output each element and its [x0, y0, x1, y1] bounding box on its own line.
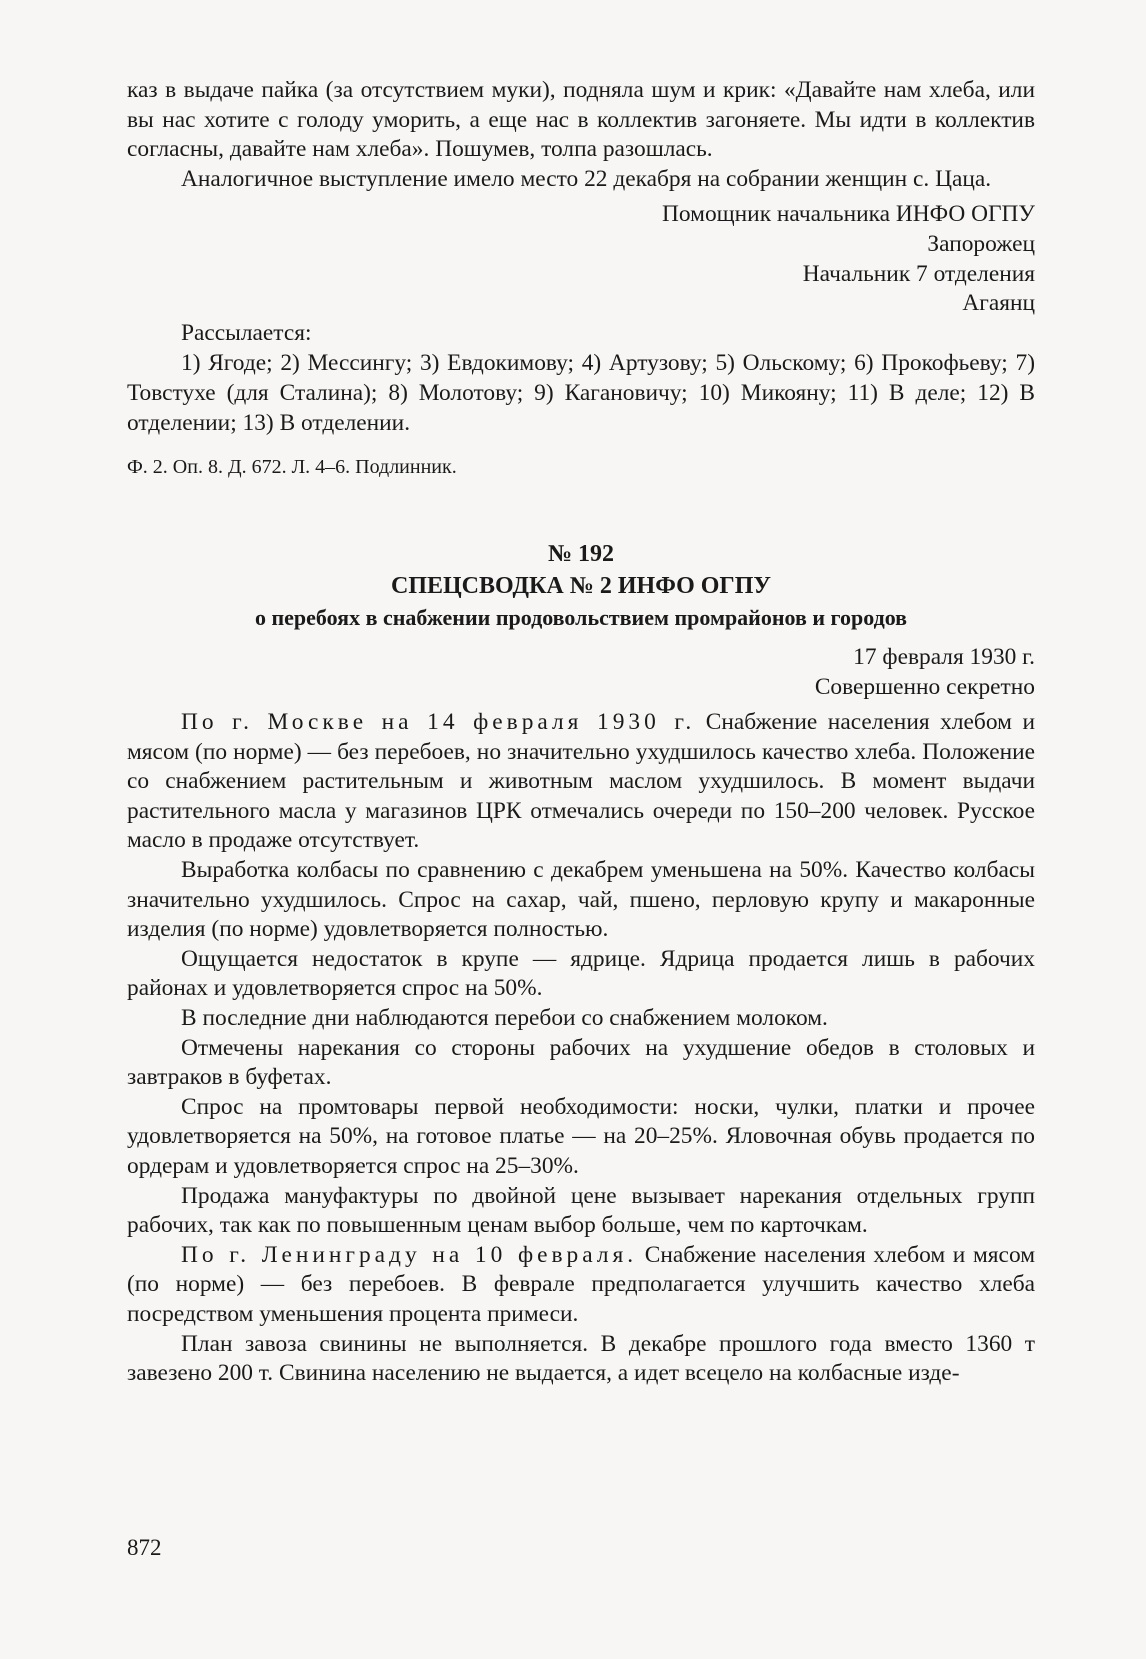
paragraph-moloko: В последние дни наблюдаются перебои со снабжением молоком. — [181, 1005, 828, 1032]
moscow-text: Снабжение населения хлебом и мясом (по норме) — без перебоев, но значительно ухудшилось качество хлеба. Положение со снабжением растительным и животным маслом ухудшилось. В момент выдачи растительного масла у магазинов ЦРК отмечались очереди по 150–200 человек. Русское масло в продаже отсутствует. — [127, 709, 1035, 854]
document-date: 17 февраля 1930 г. — [853, 643, 1035, 670]
leningrad-heading: По г. Ленинграду на 10 февраля. — [181, 1241, 638, 1268]
page-number: 872 — [127, 1535, 162, 1560]
distribution-label: Рассылается: — [181, 319, 312, 346]
paragraph-similar-incident: Аналогичное выступление имело место 22 декабря на собрании женщин с. Цаца. — [181, 165, 992, 192]
paragraph-manufaktura: Продажа мануфактуры по двойной цене вызывает нарекания отдельных групп рабочих, так как по повышенным ценам выбор больше, чем по карточкам. — [127, 1182, 1035, 1239]
paragraph-continued: каз в выдаче пайка (за отсутствием муки), подняла шум и крик: «Давайте нам хлеба, или вы нас хотите с голоду уморить, а еще нас в коллектив загоняете. Мы идти в коллектив согласны, давайте нам хлеба». Пошумев, толпа разошлась. — [127, 77, 1035, 163]
document-number: № 192 — [547, 541, 615, 568]
signature-name-1: Запорожец — [927, 230, 1035, 257]
signature-title-1: Помощник начальника ИНФО ОГПУ — [662, 201, 1035, 228]
classification-stamp: Совершенно секретно — [814, 673, 1035, 700]
archive-source: Ф. 2. Оп. 8. Д. 672. Л. 4–6. Подлинник. — [127, 456, 457, 479]
paragraph-kolbasa: Выработка колбасы по сравнению с декабрем уменьшена на 50%. Качество колбасы значительно ухудшилось. Спрос на сахар, чай, пшено, перловую крупу и макаронные изделия (по норме) удовлетворяется полностью. — [127, 857, 1035, 943]
document-subtitle: о перебоях в снабжении продовольствием промрайонов и городов — [254, 605, 908, 631]
leningrad-text: Снабжение населения хлебом и мясом (по норме) — без перебоев. В феврале предполагается улучшить качество хлеба посредством уменьшения процента примеси. — [127, 1241, 1035, 1327]
paragraph-svinina: План завоза свинины не выполняется. В декабре прошлого года вместо 1360 т завезено 200 т. Свинина населению не выдается, а идет всецело на колбасные изде- — [127, 1330, 1035, 1387]
distribution-list: 1) Ягоде; 2) Мессингу; 3) Евдокимову; 4) Артузову; 5) Ольскому; 6) Прокофьеву; 7) Товстухе (для Сталина); 8) Молотову; 9) Кагановичу; 10) Микояну; 11) В деле; 12) В отделении; 13) В отделении. — [127, 350, 1035, 436]
paragraph-promtovary: Спрос на промтовары первой необходимости: носки, чулки, платки и прочее удовлетворяется на 50%, на готовое платье — на 20–25%. Яловочная обувь продается по ордерам и удовлетворяется спрос на 25–30%. — [127, 1093, 1035, 1179]
moscow-heading: По г. Москве на 14 февраля 1930 г. — [181, 709, 696, 736]
signature-name-2: Агаянц — [962, 290, 1035, 317]
paragraph-leningrad — [127, 1241, 1035, 1330]
paragraph-krupa: Ощущается недостаток в крупе — ядрице. Ядрица продается лишь в рабочих районах и удовлетворяется спрос на 50%. — [127, 945, 1035, 1002]
paragraph-moscow — [127, 708, 1035, 856]
document-title: СПЕЦСВОДКА № 2 ИНФО ОГПУ — [391, 572, 771, 599]
signature-title-2: Начальник 7 отделения — [802, 260, 1035, 287]
page-content — [127, 76, 1035, 1389]
paragraph-obedy: Отмечены нарекания со стороны рабочих на ухудшение обедов в столовых и завтраков в буфетах. — [127, 1034, 1035, 1091]
